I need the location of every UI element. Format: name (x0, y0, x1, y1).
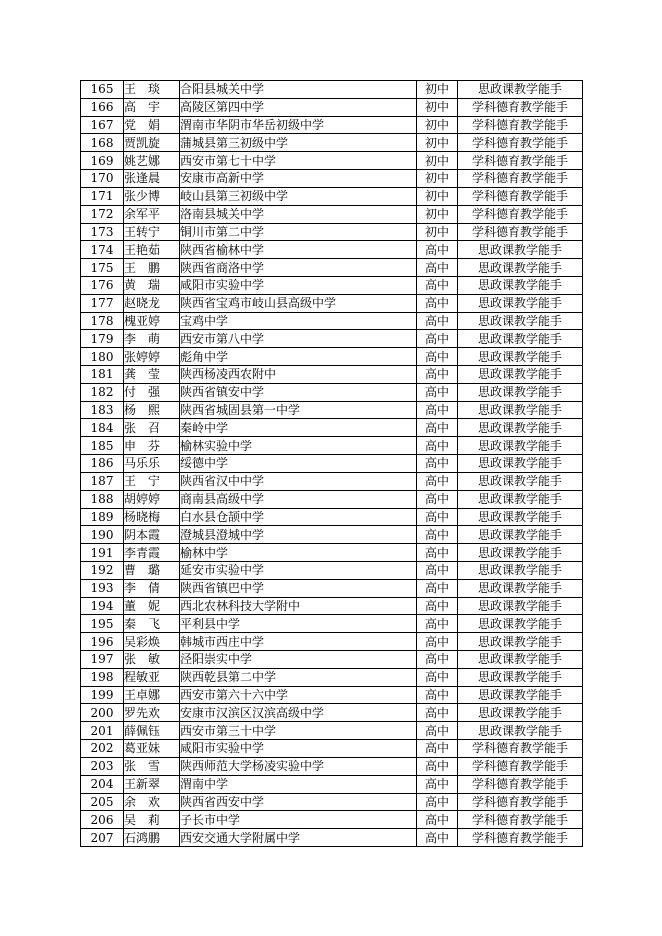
award-title: 思政课教学能手 (458, 276, 583, 294)
table-row (81, 330, 583, 348)
award-title: 学科德育教学能手 (458, 757, 583, 775)
teacher-name: 王 鹏 (124, 259, 180, 277)
award-title: 学科德育教学能手 (458, 775, 583, 793)
table-row (81, 757, 583, 775)
school-level: 高中 (417, 455, 458, 473)
school-name: 合阳县城关中学 (180, 81, 417, 99)
award-title: 思政课教学能手 (458, 383, 583, 401)
award-title: 思政课教学能手 (458, 704, 583, 722)
teacher-name: 贾凯旋 (124, 134, 180, 152)
school-level: 高中 (417, 437, 458, 455)
school-level: 高中 (417, 561, 458, 579)
school-level: 高中 (417, 490, 458, 508)
row-number: 205 (81, 793, 124, 811)
table-row (81, 829, 583, 847)
school-name: 秦岭中学 (180, 419, 417, 437)
teacher-name: 马乐乐 (124, 455, 180, 473)
teacher-name: 罗先欢 (124, 704, 180, 722)
teacher-name: 杨 熙 (124, 401, 180, 419)
award-title: 学科德育教学能手 (458, 187, 583, 205)
table-row (81, 116, 583, 134)
school-level: 高中 (417, 330, 458, 348)
table-row (81, 775, 583, 793)
award-title: 学科德育教学能手 (458, 811, 583, 829)
teacher-name: 余 欢 (124, 793, 180, 811)
row-number: 191 (81, 544, 124, 562)
row-number: 179 (81, 330, 124, 348)
table-row (81, 152, 583, 170)
school-level: 高中 (417, 366, 458, 384)
teacher-name: 党 娟 (124, 116, 180, 134)
teacher-name: 葛亚妹 (124, 740, 180, 758)
school-name: 彪角中学 (180, 348, 417, 366)
school-name: 延安市实验中学 (180, 561, 417, 579)
teacher-name: 赵晓龙 (124, 294, 180, 312)
award-title: 思政课教学能手 (458, 579, 583, 597)
teacher-name: 高 宇 (124, 98, 180, 116)
award-title: 学科德育教学能手 (458, 829, 583, 847)
school-level: 高中 (417, 544, 458, 562)
school-name: 澄城县澄城中学 (180, 526, 417, 544)
teacher-name: 王 琰 (124, 81, 180, 99)
school-level: 高中 (417, 740, 458, 758)
school-level: 高中 (417, 419, 458, 437)
school-level: 高中 (417, 722, 458, 740)
school-name: 陕西省西安中学 (180, 793, 417, 811)
table-row (81, 366, 583, 384)
table-row (81, 508, 583, 526)
teacher-name: 王艳茹 (124, 241, 180, 259)
teacher-name: 李 萌 (124, 330, 180, 348)
row-number: 176 (81, 276, 124, 294)
award-title: 思政课教学能手 (458, 455, 583, 473)
awardee-table (80, 80, 583, 847)
award-title: 思政课教学能手 (458, 348, 583, 366)
row-number: 193 (81, 579, 124, 597)
row-number: 178 (81, 312, 124, 330)
school-name: 陕西省商洛中学 (180, 259, 417, 277)
school-level: 高中 (417, 775, 458, 793)
school-level: 高中 (417, 401, 458, 419)
table-row (81, 472, 583, 490)
teacher-name: 槐亚婷 (124, 312, 180, 330)
row-number: 187 (81, 472, 124, 490)
award-title: 思政课教学能手 (458, 259, 583, 277)
school-level: 高中 (417, 651, 458, 669)
school-name: 陕西乾县第二中学 (180, 668, 417, 686)
school-name: 西安市第七十中学 (180, 152, 417, 170)
school-level: 高中 (417, 526, 458, 544)
award-title: 思政课教学能手 (458, 81, 583, 99)
award-title: 思政课教学能手 (458, 312, 583, 330)
row-number: 181 (81, 366, 124, 384)
school-level: 高中 (417, 579, 458, 597)
row-number: 172 (81, 205, 124, 223)
table-row (81, 704, 583, 722)
table-row (81, 134, 583, 152)
school-level: 初中 (417, 98, 458, 116)
school-name: 陕西省汉中中学 (180, 472, 417, 490)
teacher-name: 龚 莹 (124, 366, 180, 384)
school-name: 洛南县城关中学 (180, 205, 417, 223)
school-name: 咸阳市实验中学 (180, 276, 417, 294)
school-level: 高中 (417, 757, 458, 775)
school-level: 高中 (417, 811, 458, 829)
school-name: 陕西省镇安中学 (180, 383, 417, 401)
award-title: 思政课教学能手 (458, 561, 583, 579)
teacher-name: 王 宁 (124, 472, 180, 490)
school-name: 西安市第三十中学 (180, 722, 417, 740)
school-name: 商南县高级中学 (180, 490, 417, 508)
award-title: 思政课教学能手 (458, 686, 583, 704)
school-name: 西安市第八中学 (180, 330, 417, 348)
award-title: 学科德育教学能手 (458, 205, 583, 223)
row-number: 166 (81, 98, 124, 116)
award-title: 学科德育教学能手 (458, 152, 583, 170)
row-number: 189 (81, 508, 124, 526)
teacher-name: 吴彩焕 (124, 633, 180, 651)
teacher-name: 张婷婷 (124, 348, 180, 366)
school-level: 初中 (417, 116, 458, 134)
school-name: 陕西杨凌西农附中 (180, 366, 417, 384)
school-level: 高中 (417, 312, 458, 330)
school-level: 高中 (417, 615, 458, 633)
award-title: 思政课教学能手 (458, 437, 583, 455)
school-level: 高中 (417, 686, 458, 704)
teacher-name: 王卓娜 (124, 686, 180, 704)
school-level: 初中 (417, 205, 458, 223)
table-row (81, 419, 583, 437)
school-level: 初中 (417, 152, 458, 170)
table-row (81, 561, 583, 579)
row-number: 206 (81, 811, 124, 829)
school-name: 榆林中学 (180, 544, 417, 562)
school-level: 高中 (417, 294, 458, 312)
award-title: 思政课教学能手 (458, 615, 583, 633)
teacher-name: 申 芬 (124, 437, 180, 455)
school-level: 高中 (417, 383, 458, 401)
row-number: 186 (81, 455, 124, 473)
school-level: 高中 (417, 241, 458, 259)
school-name: 安康市高新中学 (180, 170, 417, 188)
row-number: 168 (81, 134, 124, 152)
teacher-name: 吴 莉 (124, 811, 180, 829)
row-number: 204 (81, 775, 124, 793)
row-number: 207 (81, 829, 124, 847)
row-number: 194 (81, 597, 124, 615)
school-name: 西安交通大学附属中学 (180, 829, 417, 847)
award-title: 思政课教学能手 (458, 366, 583, 384)
school-name: 白水县仓颉中学 (180, 508, 417, 526)
row-number: 198 (81, 668, 124, 686)
table-row (81, 170, 583, 188)
school-name: 铜川市第二中学 (180, 223, 417, 241)
teacher-name: 王新翠 (124, 775, 180, 793)
table-row (81, 740, 583, 758)
row-number: 174 (81, 241, 124, 259)
award-title: 思政课教学能手 (458, 294, 583, 312)
school-name: 子长市中学 (180, 811, 417, 829)
table-row (81, 597, 583, 615)
table-row (81, 259, 583, 277)
award-title: 思政课教学能手 (458, 241, 583, 259)
table-row (81, 98, 583, 116)
teacher-name: 李 倩 (124, 579, 180, 597)
award-title: 思政课教学能手 (458, 633, 583, 651)
row-number: 199 (81, 686, 124, 704)
school-level: 高中 (417, 704, 458, 722)
school-name: 韩城市西庄中学 (180, 633, 417, 651)
award-title: 学科德育教学能手 (458, 793, 583, 811)
award-title: 思政课教学能手 (458, 597, 583, 615)
teacher-name: 余军平 (124, 205, 180, 223)
award-title: 思政课教学能手 (458, 544, 583, 562)
row-number: 180 (81, 348, 124, 366)
table-row (81, 294, 583, 312)
table-row (81, 81, 583, 99)
award-title: 学科德育教学能手 (458, 116, 583, 134)
row-number: 170 (81, 170, 124, 188)
teacher-name: 张 雪 (124, 757, 180, 775)
award-title: 思政课教学能手 (458, 668, 583, 686)
award-title: 学科德育教学能手 (458, 740, 583, 758)
school-name: 西安市第六十六中学 (180, 686, 417, 704)
table-row (81, 490, 583, 508)
award-title: 思政课教学能手 (458, 401, 583, 419)
row-number: 175 (81, 259, 124, 277)
school-level: 初中 (417, 187, 458, 205)
award-title: 思政课教学能手 (458, 526, 583, 544)
row-number: 173 (81, 223, 124, 241)
teacher-name: 张少博 (124, 187, 180, 205)
school-level: 高中 (417, 472, 458, 490)
table-row (81, 383, 583, 401)
table-row (81, 615, 583, 633)
school-level: 高中 (417, 793, 458, 811)
award-title: 思政课教学能手 (458, 490, 583, 508)
teacher-name: 胡婷婷 (124, 490, 180, 508)
school-level: 高中 (417, 259, 458, 277)
row-number: 171 (81, 187, 124, 205)
school-name: 陕西省宝鸡市岐山县高级中学 (180, 294, 417, 312)
school-name: 蒲城县第三初级中学 (180, 134, 417, 152)
row-number: 182 (81, 383, 124, 401)
school-name: 岐山县第三初级中学 (180, 187, 417, 205)
table-row (81, 526, 583, 544)
school-level: 高中 (417, 508, 458, 526)
award-title: 思政课教学能手 (458, 472, 583, 490)
teacher-name: 曹 璐 (124, 561, 180, 579)
table-row (81, 579, 583, 597)
table-row (81, 455, 583, 473)
row-number: 165 (81, 81, 124, 99)
school-name: 陕西师范大学杨凌实验中学 (180, 757, 417, 775)
table-row (81, 241, 583, 259)
award-title: 学科德育教学能手 (458, 223, 583, 241)
teacher-name: 付 强 (124, 383, 180, 401)
row-number: 192 (81, 561, 124, 579)
school-name: 渭南中学 (180, 775, 417, 793)
table-row (81, 544, 583, 562)
school-level: 初中 (417, 134, 458, 152)
school-name: 榆林实验中学 (180, 437, 417, 455)
school-level: 初中 (417, 81, 458, 99)
teacher-name: 秦 飞 (124, 615, 180, 633)
teacher-name: 张 敏 (124, 651, 180, 669)
award-title: 学科德育教学能手 (458, 134, 583, 152)
teacher-name: 张逢晨 (124, 170, 180, 188)
table-row (81, 223, 583, 241)
row-number: 167 (81, 116, 124, 134)
school-level: 高中 (417, 348, 458, 366)
teacher-name: 姚艺娜 (124, 152, 180, 170)
table-row (81, 401, 583, 419)
teacher-name: 阴本霞 (124, 526, 180, 544)
award-title: 学科德育教学能手 (458, 98, 583, 116)
table-row (81, 811, 583, 829)
award-title: 思政课教学能手 (458, 330, 583, 348)
teacher-name: 黄 瑞 (124, 276, 180, 294)
row-number: 190 (81, 526, 124, 544)
school-level: 初中 (417, 170, 458, 188)
row-number: 177 (81, 294, 124, 312)
row-number: 196 (81, 633, 124, 651)
award-title: 思政课教学能手 (458, 651, 583, 669)
row-number: 184 (81, 419, 124, 437)
row-number: 188 (81, 490, 124, 508)
award-title: 思政课教学能手 (458, 508, 583, 526)
awardee-table-body (81, 81, 583, 847)
school-level: 高中 (417, 668, 458, 686)
school-level: 高中 (417, 597, 458, 615)
row-number: 203 (81, 757, 124, 775)
table-row (81, 437, 583, 455)
row-number: 202 (81, 740, 124, 758)
teacher-name: 程敏亚 (124, 668, 180, 686)
teacher-name: 王转宁 (124, 223, 180, 241)
school-level: 高中 (417, 829, 458, 847)
teacher-name: 张 召 (124, 419, 180, 437)
school-name: 泾阳崇实中学 (180, 651, 417, 669)
row-number: 201 (81, 722, 124, 740)
row-number: 185 (81, 437, 124, 455)
table-row (81, 205, 583, 223)
award-title: 学科德育教学能手 (458, 170, 583, 188)
teacher-name: 杨晓梅 (124, 508, 180, 526)
table-row (81, 633, 583, 651)
school-name: 渭南市华阴市华岳初级中学 (180, 116, 417, 134)
row-number: 195 (81, 615, 124, 633)
table-row (81, 793, 583, 811)
school-name: 陕西省城固县第一中学 (180, 401, 417, 419)
teacher-name: 石鸿鹏 (124, 829, 180, 847)
table-row (81, 722, 583, 740)
table-row (81, 348, 583, 366)
school-name: 陕西省榆林中学 (180, 241, 417, 259)
table-row (81, 276, 583, 294)
teacher-name: 李青霞 (124, 544, 180, 562)
award-title: 思政课教学能手 (458, 419, 583, 437)
school-name: 平利县中学 (180, 615, 417, 633)
school-level: 高中 (417, 276, 458, 294)
school-name: 西北农林科技大学附中 (180, 597, 417, 615)
row-number: 200 (81, 704, 124, 722)
school-name: 高陵区第四中学 (180, 98, 417, 116)
table-row (81, 312, 583, 330)
school-name: 咸阳市实验中学 (180, 740, 417, 758)
school-name: 绥德中学 (180, 455, 417, 473)
school-name: 陕西省镇巴中学 (180, 579, 417, 597)
award-title: 思政课教学能手 (458, 722, 583, 740)
table-row (81, 686, 583, 704)
row-number: 169 (81, 152, 124, 170)
row-number: 183 (81, 401, 124, 419)
teacher-name: 薛佩钰 (124, 722, 180, 740)
table-row (81, 668, 583, 686)
teacher-name: 董 妮 (124, 597, 180, 615)
table-row (81, 651, 583, 669)
school-name: 安康市汉滨区汉滨高级中学 (180, 704, 417, 722)
school-name: 宝鸡中学 (180, 312, 417, 330)
school-level: 高中 (417, 633, 458, 651)
school-level: 初中 (417, 223, 458, 241)
table-row (81, 187, 583, 205)
row-number: 197 (81, 651, 124, 669)
